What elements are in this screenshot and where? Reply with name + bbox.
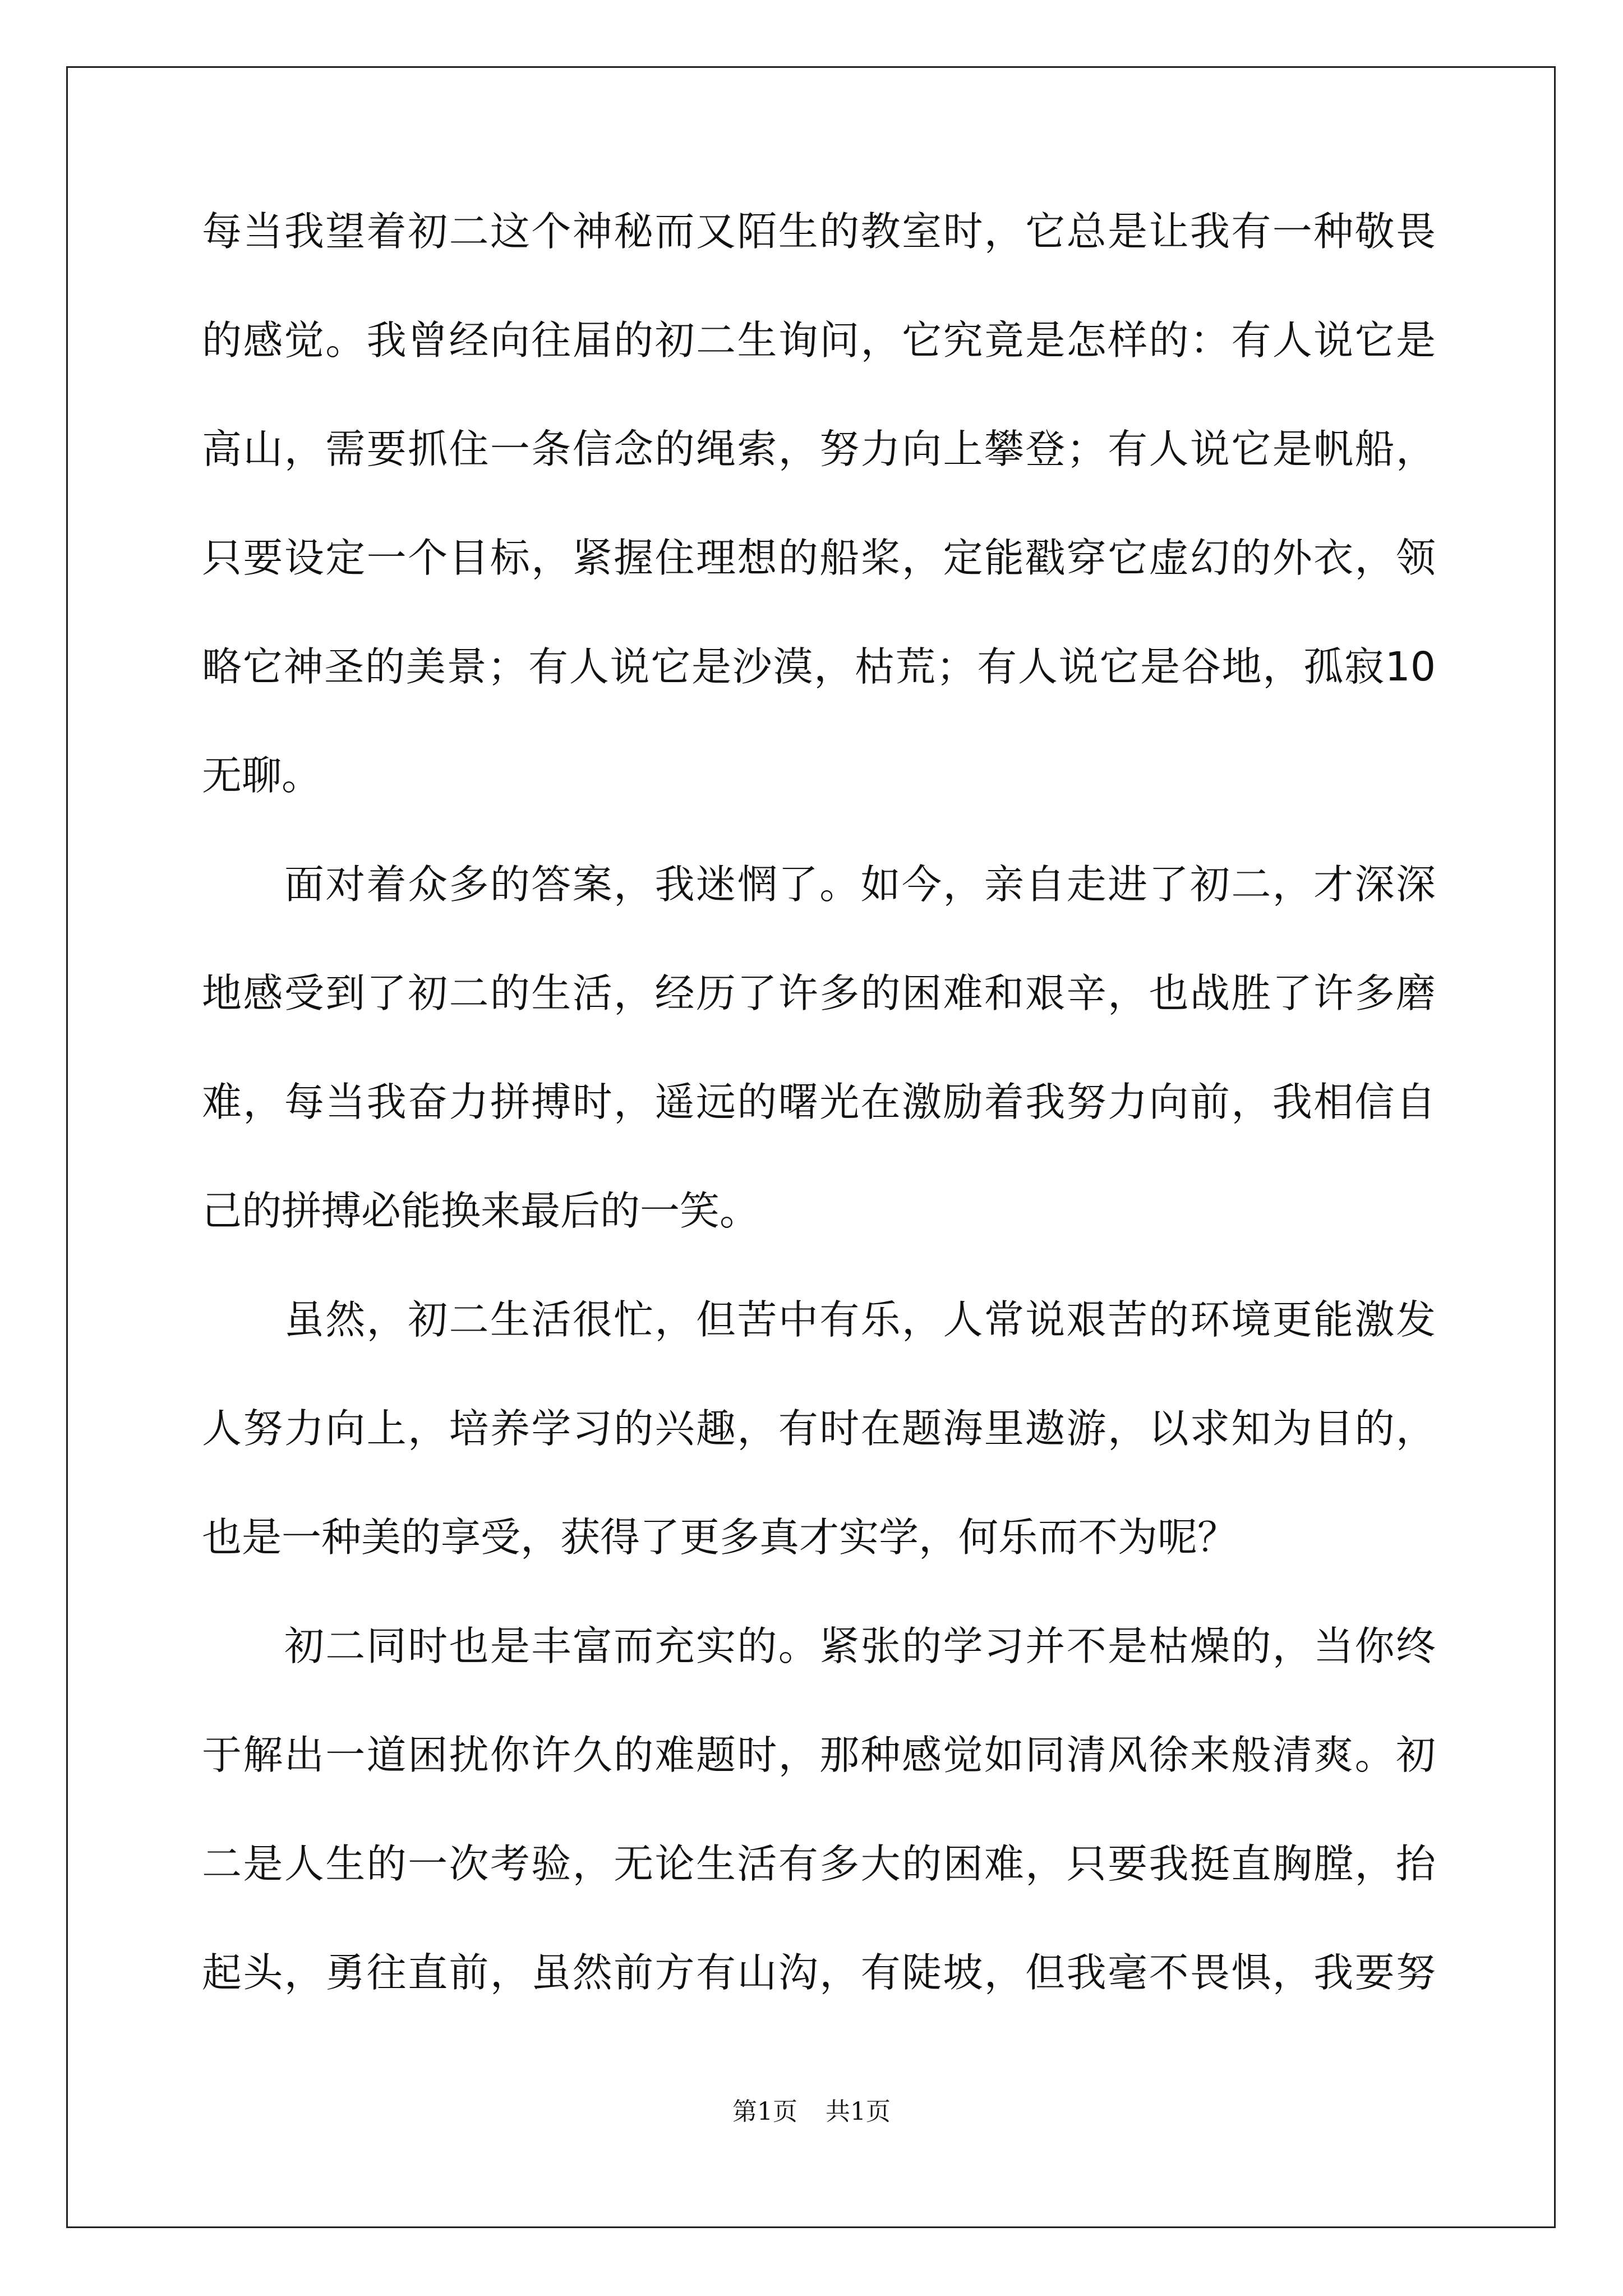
text-line: 难，每当我奋力拼搏时，遥远的曙光在激励着我努力向前，我相信自 [202,1079,1436,1125]
text-line: 人努力向上，培养学习的兴趣，有时在题海里遨游，以求知为目的， [202,1405,1436,1452]
page-footer [0,2091,1623,2127]
text-line: 略它神圣的美景；有人说它是沙漠，枯荒；有人说它是谷地，孤寂10 [202,643,1436,690]
text-line: 初二同时也是丰富而充实的。紧张的学习并不是枯燥的，当你终 [202,1623,1436,1669]
text-line: 也是一种美的享受，获得了更多真才实学，何乐而不为呢？ [202,1514,1238,1561]
text-line: 虽然，初二生活很忙，但苦中有乐，人常说艰苦的环境更能激发 [202,1296,1436,1343]
text-line: 无聊。 [202,752,322,799]
page-total: 共1页 [826,2097,891,2126]
text-line: 高山，需要抓住一条信念的绳索，努力向上攀登；有人说它是帆船， [202,426,1436,472]
text-line: 地感受到了初二的生活，经历了许多的困难和艰辛，也战胜了许多磨 [202,970,1436,1016]
document-body [202,205,1436,2055]
text-line: 二是人生的一次考验，无论生活有多大的困难，只要我挺直胸膛，抬 [202,1841,1436,1887]
text-line: 的感觉。我曾经向往届的初二生询问，它究竟是怎样的：有人说它是 [202,317,1436,364]
text-line: 只要设定一个目标，紧握住理想的船桨，定能戳穿它虚幻的外衣，领 [202,535,1436,581]
text-line: 面对着众多的答案，我迷惘了。如今，亲自走进了初二，才深深 [202,861,1436,908]
text-line: 己的拼搏必能换来最后的一笑。 [202,1188,760,1234]
text-line: 每当我望着初二这个神秘而又陌生的教室时，它总是让我有一种敬畏 [202,208,1436,255]
page-number: 第1页 [732,2097,797,2126]
text-line: 起头，勇往直前，虽然前方有山沟，有陡坡，但我毫不畏惧，我要努 [202,1949,1436,1996]
text-line: 于解出一道困扰你许久的难题时，那种感觉如同清风徐来般清爽。初 [202,1732,1436,1778]
